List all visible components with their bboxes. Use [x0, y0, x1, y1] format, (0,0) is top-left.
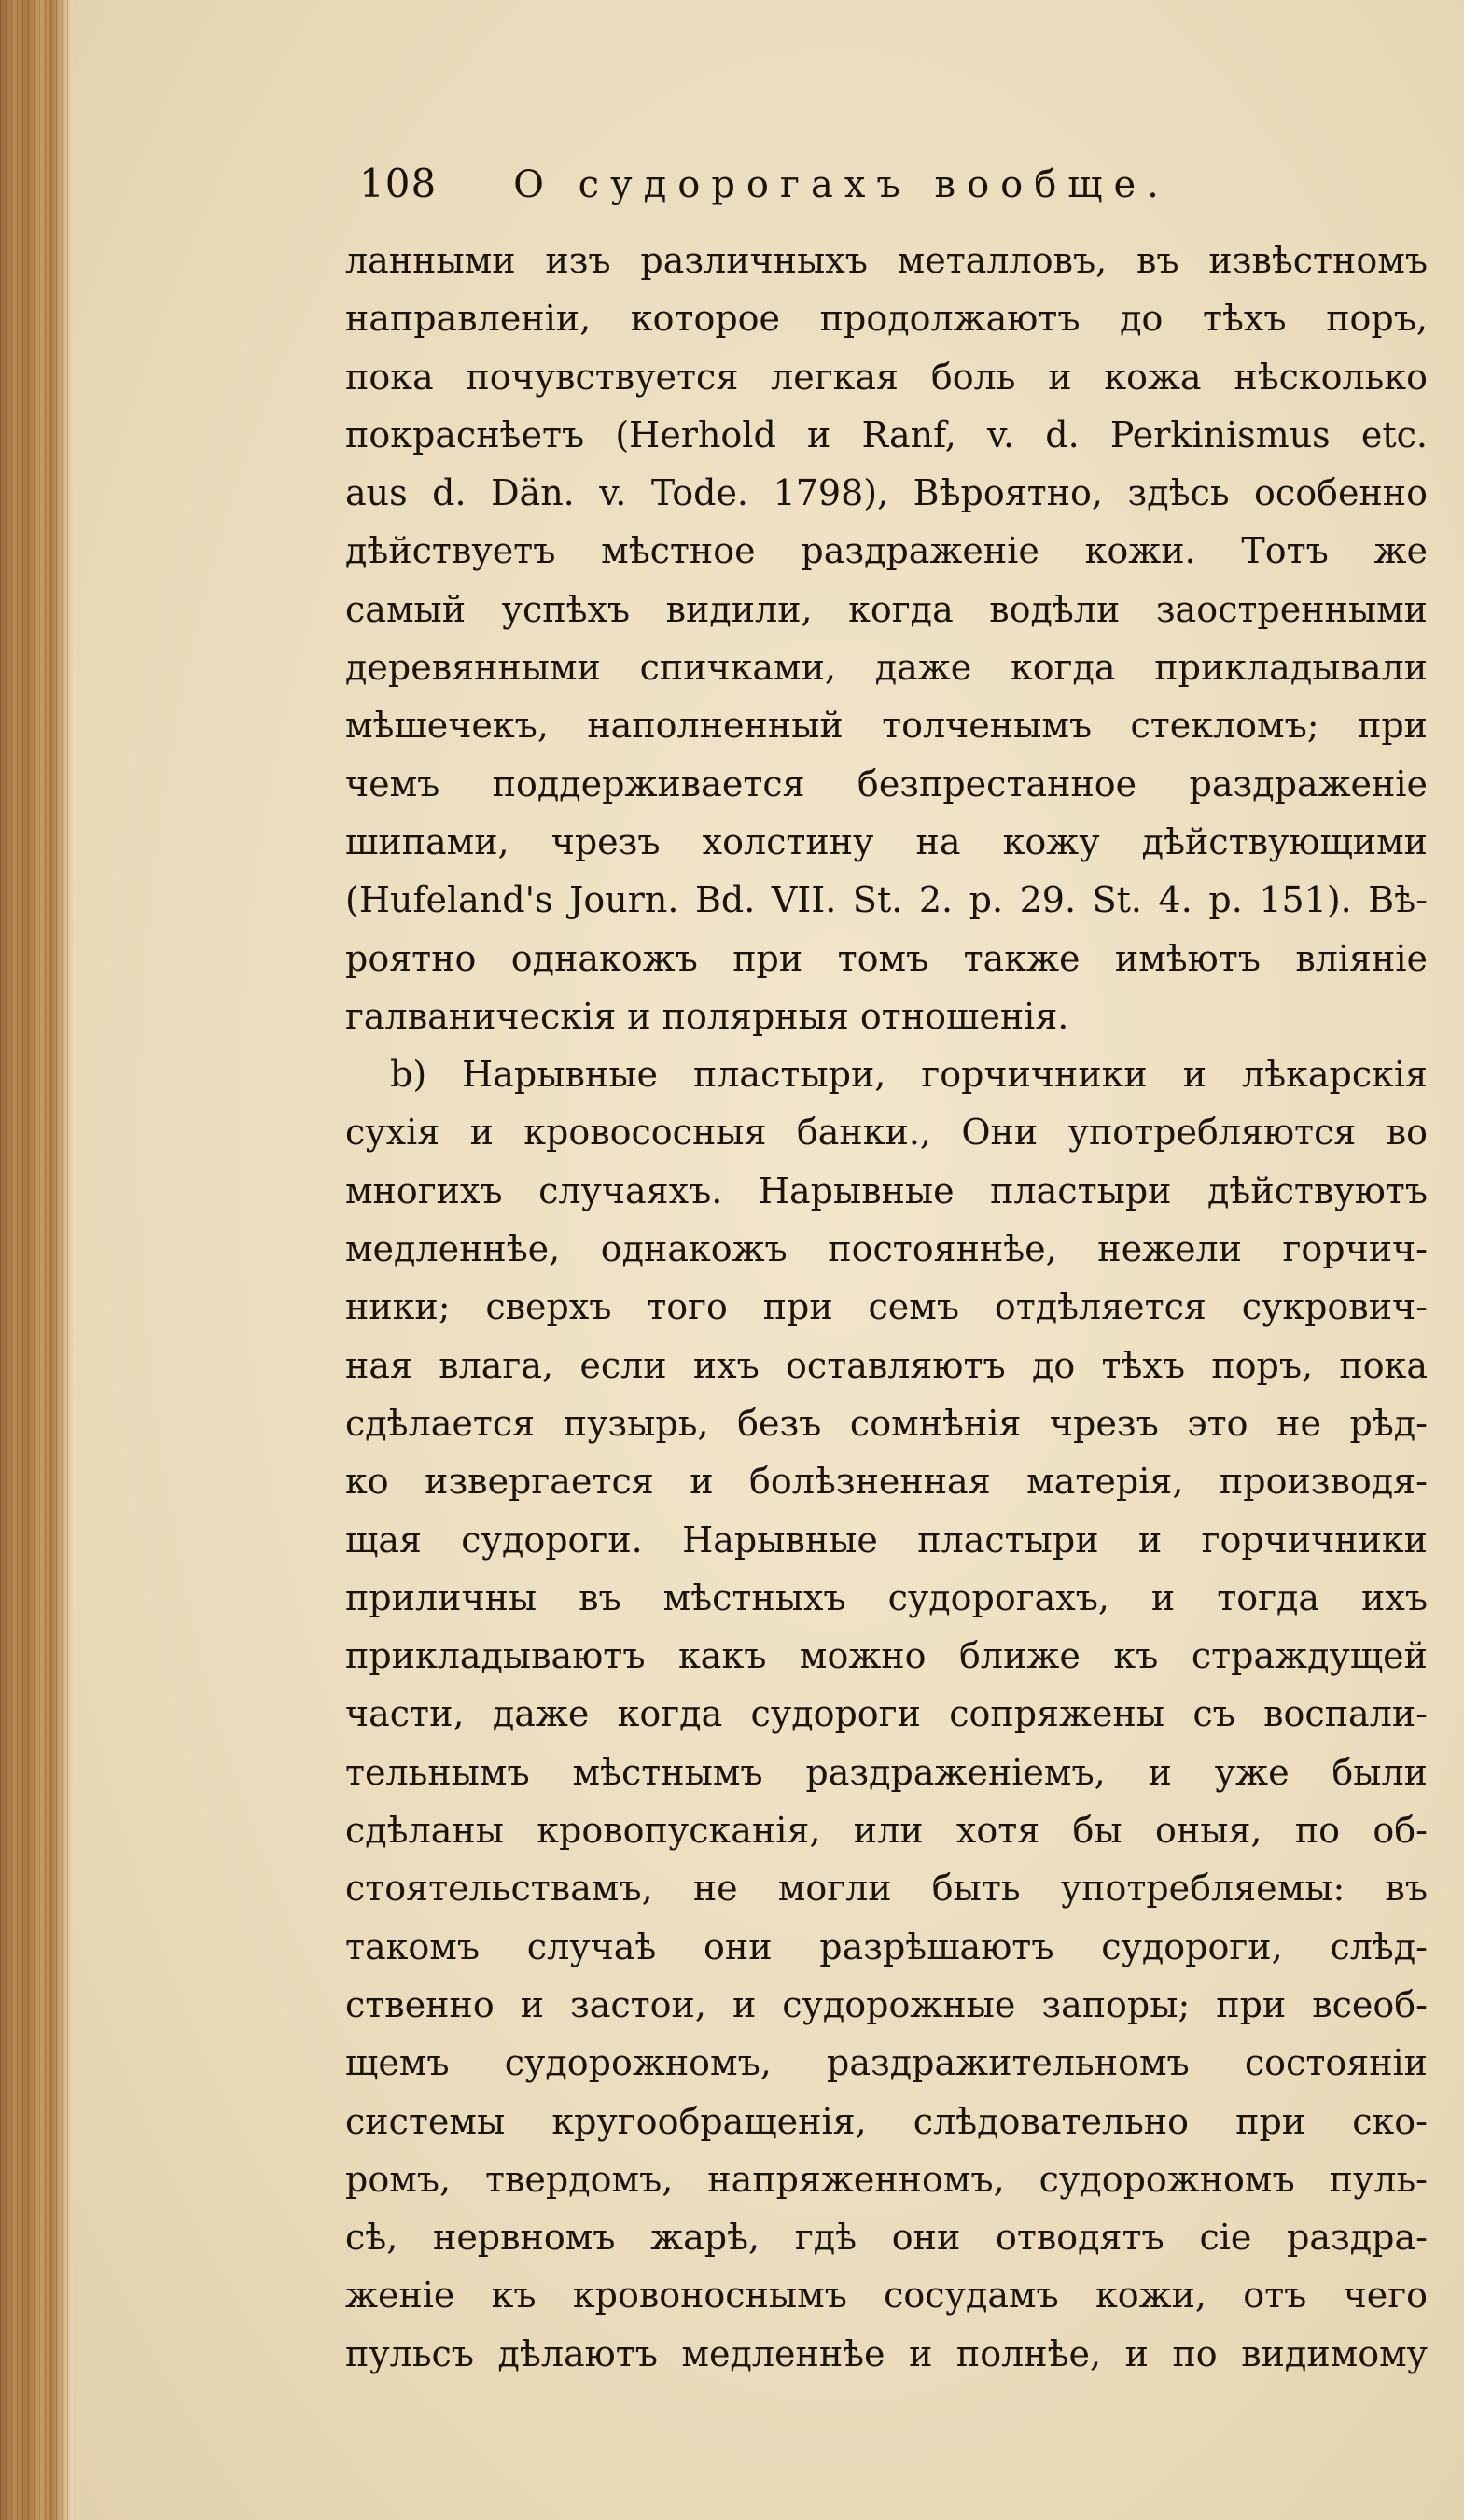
text-line: ственно и застои, и судорожные запоры; при всеоб- [345, 1983, 1428, 2025]
text-line: щемъ судорожномъ, раздражительномъ состояніи [345, 2042, 1428, 2084]
text-line: шипами, чрезъ холстину на кожу дѣйствующими [345, 820, 1428, 862]
text-line: системы кругообращенія, слѣдовательно при ско- [345, 2100, 1428, 2142]
text-line: приличны въ мѣстныхъ судорогахъ, и тогда ихъ [345, 1576, 1428, 1618]
text-line: сухія и кровососныя банки., Они употребляются во [345, 1112, 1428, 1154]
text-line: части, даже когда судороги сопряжены съ воспали- [345, 1693, 1428, 1735]
text-line: прикладываютъ какъ можно ближе къ страждущей [345, 1635, 1428, 1677]
text-line: aus d. Dän. v. Tode. 1798), Вѣроятно, здѣсь особенно [345, 472, 1428, 514]
text-line: мѣшечекъ, наполненный толченымъ стекломъ; при [345, 705, 1428, 747]
text-line: ланными изъ различныхъ металловъ, въ извѣстномъ [345, 240, 1428, 281]
page-number: 108 [359, 161, 438, 206]
text-line: пока почувствуется легкая боль и кожа нѣсколько [345, 356, 1428, 398]
page-edges-texture [0, 0, 73, 2520]
text-line: (Hufeland's Journ. Bd. VII. St. 2. p. 29. St. 4. p. 151). Вѣ- [345, 879, 1428, 921]
text-line: ко извергается и болѣзненная матерія, производя- [345, 1461, 1428, 1503]
text-line: чемъ поддерживается безпрестанное раздраженіе [345, 763, 1428, 805]
text-line: сѣ, нервномъ жарѣ, гдѣ они отводятъ сіе раздра- [345, 2217, 1428, 2259]
text-line: многихъ случаяхъ. Нарывные пластыри дѣйствуютъ [345, 1169, 1428, 1211]
text-line: роятно однакожъ при томъ также имѣютъ вліяніе [345, 937, 1428, 979]
text-line: такомъ случаѣ они разрѣшаютъ судороги, слѣд- [345, 1925, 1428, 1967]
page-header [359, 161, 1170, 217]
text-line: сдѣланы кровопусканія, или хотя бы оныя, по об- [345, 1810, 1428, 1852]
text-line: щая судороги. Нарывные пластыри и горчичники [345, 1519, 1428, 1561]
text-line: дѣйствуетъ мѣстное раздраженіе кожи. Тотъ же [345, 530, 1428, 572]
text-line: женіе къ кровоноснымъ сосудамъ кожи, отъ чего [345, 2275, 1428, 2317]
text-line: медленнѣе, однакожъ постояннѣе, нежели горчич- [345, 1228, 1428, 1270]
text-line: деревянными спичками, даже когда прикладывали [345, 647, 1428, 689]
running-head: О судорогахъ вообще. [513, 163, 1170, 206]
text-line: ромъ, твердомъ, напряженномъ, судорожномъ пуль- [345, 2158, 1428, 2200]
text-line: галваническія и полярныя отношенія. [345, 995, 1069, 1037]
text-line: сдѣлается пузырь, безъ сомнѣнія чрезъ это не рѣд- [345, 1402, 1428, 1444]
text-line: самый успѣхъ видили, когда водѣли заостренными [345, 588, 1428, 630]
text-line: ная влага, если ихъ оставляютъ до тѣхъ поръ, пока [345, 1344, 1428, 1386]
text-line: пульсъ дѣлаютъ медленнѣе и полнѣе, и по видимому [345, 2332, 1428, 2374]
text-line: ники; сверхъ того при семъ отдѣляется сукрович- [345, 1286, 1428, 1328]
text-line: b) Нарывные пластыри, горчичники и лѣкарскія [390, 1054, 1428, 1096]
text-line: тельнымъ мѣстнымъ раздраженіемъ, и уже были [345, 1751, 1428, 1793]
body-text [345, 231, 1428, 2383]
text-line: направленіи, которое продолжаютъ до тѣхъ поръ, [345, 298, 1428, 340]
text-line: стоятельствамъ, не могли быть употребляемы: въ [345, 1868, 1428, 1910]
text-line: покраснѣетъ (Herhold и Ranf, v. d. Perkinismus etc. [345, 413, 1428, 455]
